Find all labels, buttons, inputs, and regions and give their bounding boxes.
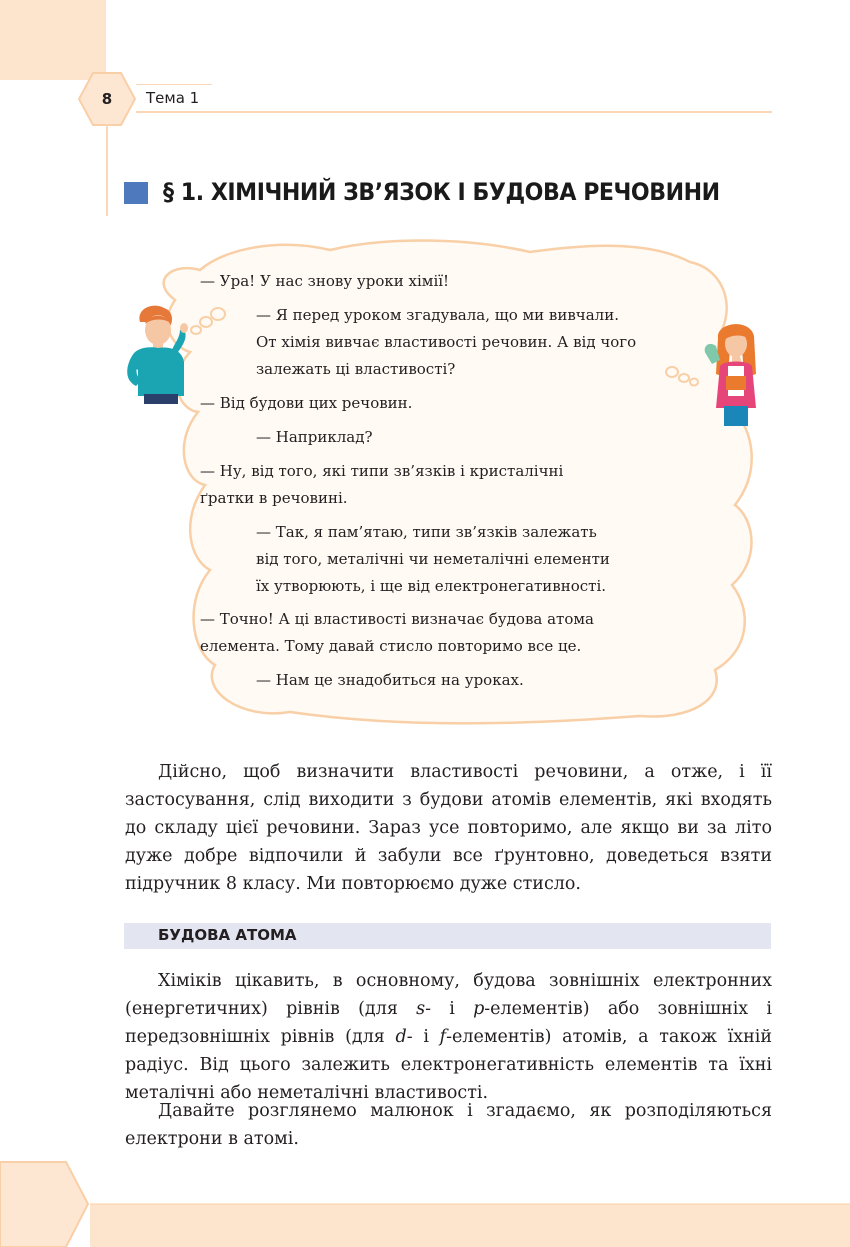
page-number: 8 — [101, 90, 113, 108]
boy-illustration — [118, 300, 202, 404]
text-run: -елементів) або зовнішніх і передзовнішніх рівнів (для — [125, 999, 772, 1047]
dialog-line: — Так, я пам’ятаю, типи зв’язків залежать — [256, 523, 597, 541]
dialog-line: залежать ці властивості? — [256, 360, 456, 378]
intro-paragraph — [125, 758, 772, 898]
dialog-line: — Нам це знадобиться на уроках. — [256, 671, 524, 689]
atom-paragraph-2 — [125, 1097, 772, 1153]
intro-text: Дійсно, щоб визначити властивості речовини, а отже, і її застосування, слід виходити з будови атомів елементів, які входять до складу цієї речовини. Зараз усе повторимо, але якщо ви за літо дуже добре відпочили й забули все ґрунтовно, доведеться взяти підручник 8 класу. Ми повторюємо дуже стисло. — [125, 762, 772, 894]
d-symbol: d — [395, 1027, 407, 1047]
f-symbol: f — [439, 1027, 447, 1047]
dialog-line: — Ура! У нас знову уроки хімії! — [200, 272, 450, 290]
girl-illustration — [700, 318, 772, 426]
s-symbol: s — [416, 999, 426, 1019]
section-title: § 1. ХІМІЧНИЙ ЗВ’ЯЗОК І БУДОВА РЕЧОВИНИ — [163, 178, 720, 206]
atom-text-1 — [125, 967, 772, 1107]
subheading-atom-structure: БУДОВА АТОМА — [158, 926, 297, 944]
text-run: - і — [425, 999, 474, 1019]
footer-band — [0, 1160, 850, 1247]
dialog-line: їх утворюють, і ще від електронегативності. — [256, 577, 607, 595]
dialog-line: От хімія вивчає властивості речовин. А від чого — [256, 333, 637, 351]
dialog-line: — Я перед уроком згадувала, що ми вивчали. — [256, 306, 619, 324]
atom-text-2: Давайте розглянемо малюнок і згадаємо, як розподіляються електрони в атомі. — [125, 1101, 772, 1149]
dialog-line: — Точно! А ці властивості визначає будова атома — [200, 610, 594, 628]
text-run: - і — [406, 1027, 440, 1047]
dialog-line: — Ну, від того, які типи зв’язків і кристалічні — [200, 462, 564, 480]
dialog-line: — Від будови цих речовин. — [200, 394, 413, 412]
topic-label: Тема 1 — [146, 89, 200, 107]
text-run: -елементів) атомів, а також їхній радіус. Від цього залежить електронегативність елементів та їхні металічні або неметалічні властивості. — [125, 1027, 772, 1103]
dialog-line: від того, металічні чи неметалічні елементи — [256, 550, 610, 568]
dialog-line: елемента. Тому давай стисло повторимо все це. — [200, 637, 582, 655]
p-symbol: p — [473, 999, 485, 1019]
dialog-line: — Наприклад? — [256, 428, 373, 446]
text-run: Хіміків цікавить, в основному, будова зовнішніх електронних (енергетичних) рівнів (для — [125, 971, 772, 1019]
dialog-line: ґратки в речовині. — [200, 489, 348, 507]
atom-paragraph-1 — [125, 967, 772, 1107]
